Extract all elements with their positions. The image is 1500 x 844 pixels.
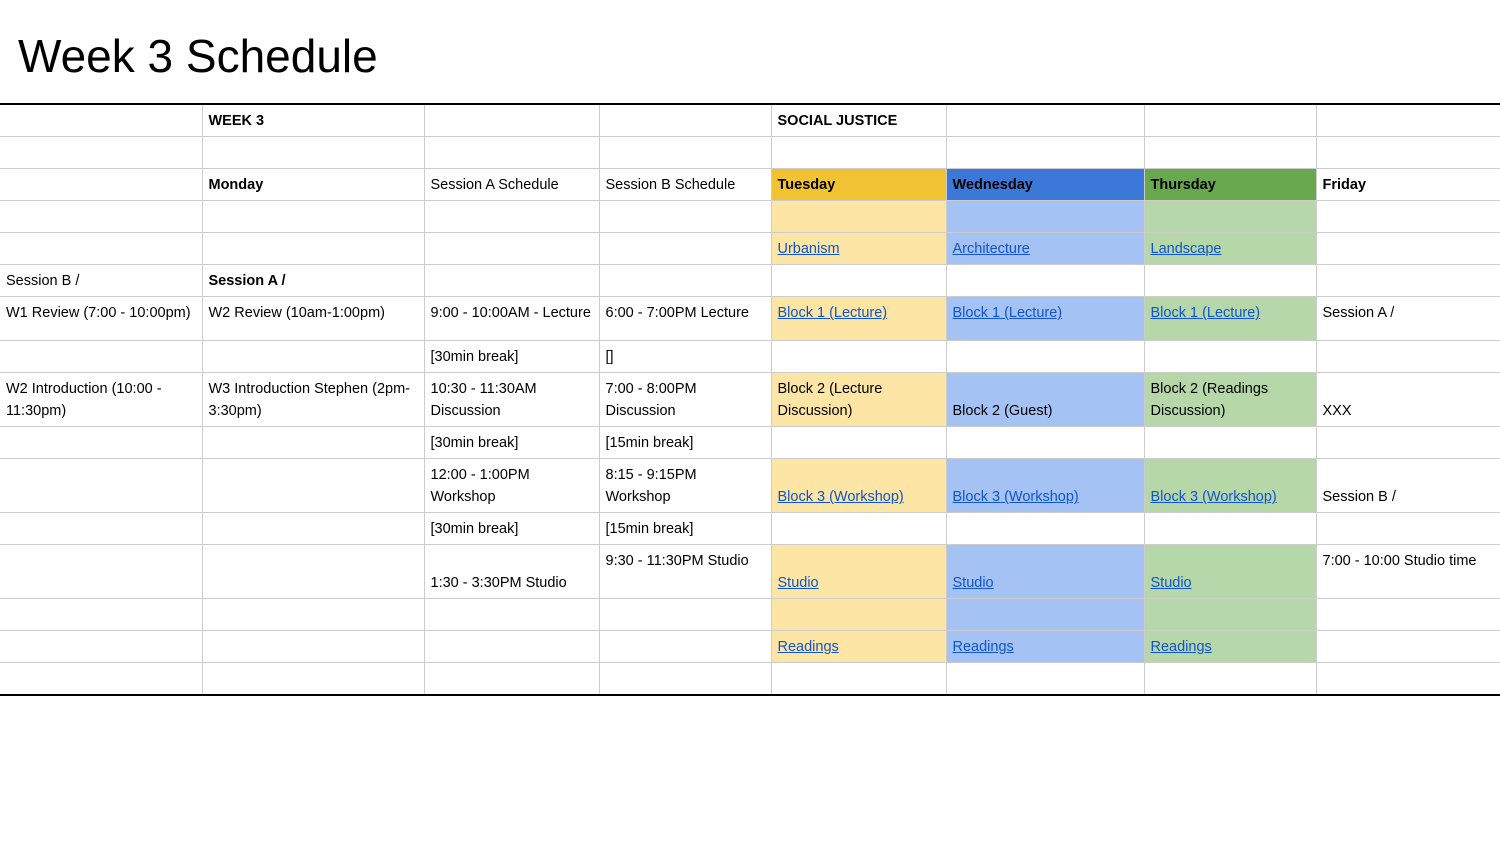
cell-empty	[599, 104, 771, 137]
cell-week-label: WEEK 3	[202, 104, 424, 137]
cell-empty	[1316, 513, 1500, 545]
cell-empty	[599, 631, 771, 663]
cell-monday-w3-intro: W3 Introduction Stephen (2pm-3:30pm)	[202, 373, 424, 427]
cell-empty	[0, 427, 202, 459]
cell-wednesday-block3[interactable]	[946, 459, 1144, 513]
cell-empty	[202, 341, 424, 373]
cell-topic-thursday[interactable]	[1144, 233, 1316, 265]
cell-empty	[1316, 663, 1500, 696]
cell-empty	[771, 513, 946, 545]
header-friday: Friday	[1316, 169, 1500, 201]
cell-empty	[946, 265, 1144, 297]
cell-empty	[946, 427, 1144, 459]
cell-empty	[0, 631, 202, 663]
cell-topic-wednesday[interactable]	[946, 233, 1144, 265]
cell-wednesday-block1[interactable]	[946, 297, 1144, 341]
cell-tuesday-block1[interactable]	[771, 297, 946, 341]
header-thursday: Thursday	[1144, 169, 1316, 201]
table-row-break3	[0, 513, 1500, 545]
cell-empty	[1316, 137, 1500, 169]
link-urbanism[interactable]: Urbanism	[777, 241, 840, 258]
cell-empty	[946, 201, 1144, 233]
cell-empty	[202, 201, 424, 233]
cell-thursday-studio[interactable]	[1144, 545, 1316, 599]
cell-session-b-studio: 9:30 - 11:30PM Studio	[599, 545, 771, 599]
cell-empty	[599, 265, 771, 297]
cell-session-a-break3: [30min break]	[424, 513, 599, 545]
table-row-topics	[0, 233, 1500, 265]
cell-session-a-studio-text: 1:30 - 3:30PM Studio	[430, 575, 567, 592]
cell-empty	[1144, 201, 1316, 233]
cell-friday-studio-time: 7:00 - 10:00 Studio time	[1316, 545, 1500, 599]
cell-empty	[202, 137, 424, 169]
table-row-spacer	[0, 599, 1500, 631]
cell-session-b-block1: 6:00 - 7:00PM Lecture	[599, 297, 771, 341]
cell-empty	[599, 663, 771, 696]
cell-empty	[1144, 265, 1316, 297]
cell-session-a-studio	[424, 545, 599, 599]
cell-friday-session-a: Session A /	[1316, 297, 1500, 341]
cell-empty	[1144, 427, 1316, 459]
cell-empty	[1144, 513, 1316, 545]
cell-empty	[771, 265, 946, 297]
cell-empty	[0, 663, 202, 696]
link-block3-workshop-tuesday[interactable]: Block 3 (Workshop)	[777, 489, 904, 506]
cell-empty	[424, 233, 599, 265]
table-row-block2	[0, 373, 1500, 427]
cell-empty	[1144, 104, 1316, 137]
cell-session-b-break3: [15min break]	[599, 513, 771, 545]
cell-empty	[202, 427, 424, 459]
cell-tuesday-block3[interactable]	[771, 459, 946, 513]
link-block1-lecture-thursday[interactable]: Block 1 (Lecture)	[1150, 305, 1261, 322]
cell-session-a-break1: [30min break]	[424, 341, 599, 373]
cell-empty	[946, 341, 1144, 373]
cell-empty	[0, 137, 202, 169]
link-block3-workshop-thursday[interactable]: Block 3 (Workshop)	[1150, 489, 1277, 506]
cell-session-a-block3: 12:00 - 1:00PM Workshop	[424, 459, 599, 513]
cell-empty	[1316, 599, 1500, 631]
cell-topic-tuesday[interactable]	[771, 233, 946, 265]
cell-empty	[202, 599, 424, 631]
cell-empty	[202, 631, 424, 663]
cell-empty	[1316, 201, 1500, 233]
cell-monday-w1-review: W1 Review (7:00 - 10:00pm)	[0, 297, 202, 341]
cell-empty	[1316, 104, 1500, 137]
cell-empty	[946, 513, 1144, 545]
link-block1-lecture-wednesday[interactable]: Block 1 (Lecture)	[952, 305, 1063, 322]
table-row-break1	[0, 341, 1500, 373]
cell-thursday-block2: Block 2 (Readings Discussion)	[1144, 373, 1316, 427]
table-row-break2	[0, 427, 1500, 459]
link-readings-thursday[interactable]: Readings	[1150, 639, 1212, 656]
cell-empty	[599, 201, 771, 233]
link-studio-wednesday[interactable]: Studio	[952, 575, 994, 592]
cell-wednesday-studio[interactable]	[946, 545, 1144, 599]
cell-empty	[0, 201, 202, 233]
cell-empty	[771, 201, 946, 233]
cell-empty	[599, 599, 771, 631]
cell-empty	[1316, 233, 1500, 265]
cell-thursday-readings[interactable]	[1144, 631, 1316, 663]
cell-empty	[202, 459, 424, 513]
cell-empty	[424, 599, 599, 631]
cell-monday-w2-review: W2 Review (10am-1:00pm)	[202, 297, 424, 341]
link-block3-workshop-wednesday[interactable]: Block 3 (Workshop)	[952, 489, 1079, 506]
cell-empty	[599, 137, 771, 169]
cell-monday-w2-intro: W2 Introduction (10:00 - 11:30pm)	[0, 373, 202, 427]
cell-empty	[0, 341, 202, 373]
cell-empty	[0, 599, 202, 631]
cell-empty	[0, 545, 202, 599]
cell-empty	[946, 663, 1144, 696]
cell-empty	[771, 599, 946, 631]
cell-session-a-label: Session A /	[202, 265, 424, 297]
cell-empty	[946, 599, 1144, 631]
cell-friday-xxx-text: XXX	[1322, 403, 1352, 420]
cell-empty	[202, 233, 424, 265]
cell-friday-session-b-text: Session B /	[1322, 489, 1396, 506]
table-row-studio	[0, 545, 1500, 599]
week-schedule-table	[0, 103, 1500, 696]
cell-empty	[424, 201, 599, 233]
cell-session-a-block1: 9:00 - 10:00AM - Lecture	[424, 297, 599, 341]
header-tuesday: Tuesday	[771, 169, 946, 201]
cell-empty	[0, 233, 202, 265]
link-studio-tuesday[interactable]: Studio	[777, 575, 819, 592]
table-row-block1	[0, 297, 1500, 341]
cell-empty	[202, 663, 424, 696]
cell-empty	[771, 663, 946, 696]
cell-wednesday-block2	[946, 373, 1144, 427]
cell-empty	[424, 663, 599, 696]
cell-empty	[0, 513, 202, 545]
header-session-b-schedule: Session B Schedule	[599, 169, 771, 201]
cell-empty	[946, 137, 1144, 169]
cell-empty	[946, 104, 1144, 137]
header-monday: Monday	[202, 169, 424, 201]
cell-friday-session-b	[1316, 459, 1500, 513]
cell-empty	[599, 233, 771, 265]
cell-theme-label: SOCIAL JUSTICE	[771, 104, 946, 137]
cell-tuesday-block2: Block 2 (Lecture Discussion)	[771, 373, 946, 427]
cell-thursday-block3[interactable]	[1144, 459, 1316, 513]
table-row-spacer	[0, 137, 1500, 169]
cell-session-b-block2: 7:00 - 8:00PM Discussion	[599, 373, 771, 427]
header-wednesday: Wednesday	[946, 169, 1144, 201]
cell-friday-xxx	[1316, 373, 1500, 427]
cell-empty	[424, 104, 599, 137]
table-row-spacer	[0, 663, 1500, 696]
cell-empty	[1144, 663, 1316, 696]
link-studio-thursday[interactable]: Studio	[1150, 575, 1192, 592]
cell-empty	[1316, 341, 1500, 373]
table-row-block3	[0, 459, 1500, 513]
cell-wednesday-readings[interactable]	[946, 631, 1144, 663]
cell-empty	[202, 545, 424, 599]
table-row-readings	[0, 631, 1500, 663]
cell-empty	[0, 104, 202, 137]
cell-session-b-label: Session B /	[0, 265, 202, 297]
cell-empty	[424, 137, 599, 169]
table-row-day-headers	[0, 169, 1500, 201]
link-architecture[interactable]: Architecture	[952, 241, 1030, 258]
link-landscape[interactable]: Landscape	[1150, 241, 1222, 258]
cell-empty	[771, 341, 946, 373]
link-readings-tuesday[interactable]: Readings	[777, 639, 839, 656]
cell-empty	[0, 459, 202, 513]
cell-empty	[1144, 137, 1316, 169]
cell-empty	[1144, 341, 1316, 373]
cell-wednesday-block2-text: Block 2 (Guest)	[952, 403, 1053, 420]
cell-session-b-block3: 8:15 - 9:15PM Workshop	[599, 459, 771, 513]
page-title: Week 3 Schedule	[18, 30, 378, 82]
cell-empty	[1316, 265, 1500, 297]
cell-thursday-block1[interactable]	[1144, 297, 1316, 341]
table-row-session-labels	[0, 265, 1500, 297]
link-readings-wednesday[interactable]: Readings	[952, 639, 1014, 656]
cell-empty	[1316, 427, 1500, 459]
cell-session-b-break1: []	[599, 341, 771, 373]
cell-empty	[0, 169, 202, 201]
cell-empty	[1316, 631, 1500, 663]
cell-session-a-break2: [30min break]	[424, 427, 599, 459]
cell-session-a-block2: 10:30 - 11:30AM Discussion	[424, 373, 599, 427]
table-row-banner	[0, 104, 1500, 137]
link-block1-lecture-tuesday[interactable]: Block 1 (Lecture)	[777, 305, 888, 322]
cell-tuesday-readings[interactable]	[771, 631, 946, 663]
cell-empty	[1144, 599, 1316, 631]
cell-empty	[424, 631, 599, 663]
cell-empty	[424, 265, 599, 297]
header-session-a-schedule: Session A Schedule	[424, 169, 599, 201]
cell-empty	[771, 137, 946, 169]
cell-empty	[202, 513, 424, 545]
cell-tuesday-studio[interactable]	[771, 545, 946, 599]
cell-session-b-break2: [15min break]	[599, 427, 771, 459]
table-row-spacer	[0, 201, 1500, 233]
cell-empty	[771, 427, 946, 459]
